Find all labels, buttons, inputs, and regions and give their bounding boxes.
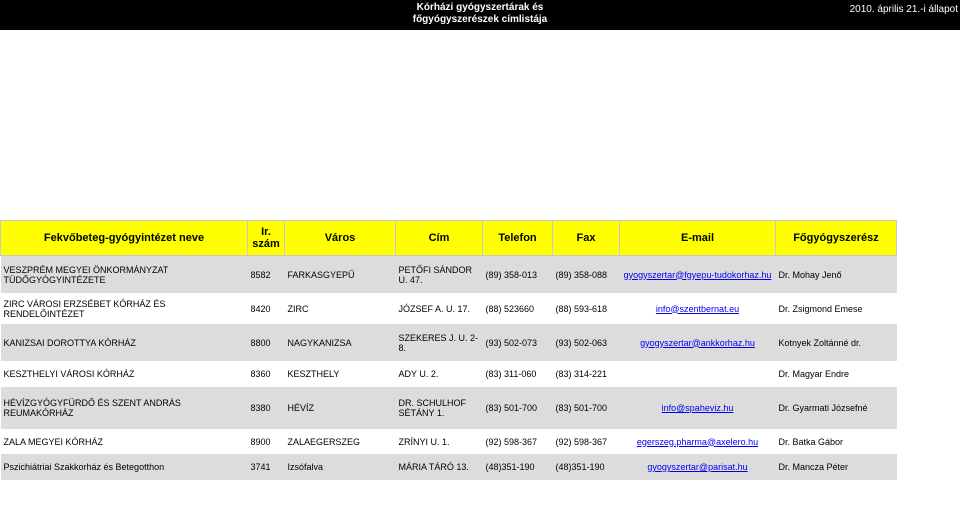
cell-email (620, 256, 776, 294)
cell-city: KESZTHELY (285, 361, 396, 387)
cell-zip: 8800 (248, 324, 285, 361)
email-link[interactable]: gyogyszertar@fgyepu-tudokorhaz.hu (623, 269, 772, 280)
column-header-phone: Telefon (483, 221, 553, 256)
cell-name: VESZPRÉM MEGYEI ÖNKORMÁNYZAT TÜDŐGYÓGYINTÉZETE (1, 256, 248, 294)
cell-fax: (93) 502-063 (553, 324, 620, 361)
email-link[interactable]: info@spaheviz.hu (661, 403, 734, 413)
cell-fax: (83) 314-221 (553, 361, 620, 387)
cell-fax: (48)351-190 (553, 454, 620, 480)
table-row (1, 387, 897, 429)
cell-name: ZIRC VÁROSI ERZSÉBET KÓRHÁZ ÉS RENDELŐINTÉZET (1, 293, 248, 324)
cell-zip: 8900 (248, 429, 285, 454)
cell-address: ADY U. 2. (396, 361, 483, 387)
cell-address: ZRÍNYI U. 1. (396, 429, 483, 454)
cell-city: FARKASGYEPŰ (285, 256, 396, 294)
cell-zip: 8380 (248, 387, 285, 429)
cell-fax: (83) 501-700 (553, 387, 620, 429)
email-link[interactable]: info@szentbernat.eu (655, 303, 740, 314)
cell-address: MÁRIA TÁRÓ 13. (396, 454, 483, 480)
header-bar (0, 0, 960, 30)
cell-city: Izsófalva (285, 454, 396, 480)
table-row (1, 361, 897, 387)
column-header-address: Cím (396, 221, 483, 256)
page-title-line1: Kórházi gyógyszertárak és (416, 2, 544, 13)
page-title-line2: főgyógyszerészek címlistája (412, 14, 548, 25)
cell-zip: 8360 (248, 361, 285, 387)
column-header-city: Város (285, 221, 396, 256)
cell-email (620, 387, 776, 429)
cell-name: KESZTHELYI VÁROSI KÓRHÁZ (1, 361, 248, 387)
cell-email (620, 293, 776, 324)
column-header-fax: Fax (553, 221, 620, 256)
cell-name: KANIZSAI DOROTTYA KÓRHÁZ (1, 324, 248, 361)
cell-phone: (92) 598-367 (483, 429, 553, 454)
cell-phone: (89) 358-013 (483, 256, 553, 294)
table-row (1, 324, 897, 361)
cell-name: ZALA MEGYEI KÓRHÁZ (1, 429, 248, 454)
cell-zip: 8582 (248, 256, 285, 294)
cell-email (620, 361, 776, 387)
cell-email (620, 324, 776, 361)
cell-name: Pszichiátriai Szakkorház és Betegotthon (1, 454, 248, 480)
cell-phone: (88) 523660 (483, 293, 553, 324)
column-header-zip: Ir. szám (248, 221, 285, 256)
cell-phone: (83) 311-060 (483, 361, 553, 387)
cell-phone: (93) 502-073 (483, 324, 553, 361)
cell-address: PETŐFI SÁNDOR U. 47. (396, 256, 483, 294)
status-date: 2010. április 21.-i állapot (849, 4, 958, 15)
cell-address: JÓZSEF A. U. 17. (396, 293, 483, 324)
cell-pharmacist: Dr. Mancza Péter (776, 454, 897, 480)
cell-pharmacist: Kotnyek Zoltánné dr. (776, 324, 897, 361)
cell-pharmacist: Dr. Gyarmati Józsefné (776, 387, 897, 429)
email-link[interactable]: gyogyszertar@parisat.hu (647, 462, 748, 472)
cell-address: DR. SCHULHOF SÉTÁNY 1. (396, 387, 483, 429)
column-header-name: Fekvőbeteg-gyógyintézet neve (1, 221, 248, 256)
pharmacy-table (0, 220, 897, 480)
table-header-row (1, 221, 897, 256)
cell-fax: (92) 598-367 (553, 429, 620, 454)
table-row (1, 454, 897, 480)
cell-phone: (83) 501-700 (483, 387, 553, 429)
cell-city: NAGYKANIZSA (285, 324, 396, 361)
cell-city: ZIRC (285, 293, 396, 324)
email-link[interactable]: gyogyszertar@ankkorhaz.hu (640, 337, 755, 348)
cell-city: HÉVÍZ (285, 387, 396, 429)
email-link[interactable]: egerszeg.pharma@axelero.hu (636, 436, 759, 447)
cell-email (620, 429, 776, 454)
cell-pharmacist: Dr. Mohay Jenő (776, 256, 897, 294)
cell-name: HÉVÍZGYÓGYFÜRDŐ ÉS SZENT ANDRÁS REUMAKÓRHÁZ (1, 387, 248, 429)
cell-email (620, 454, 776, 480)
table-row (1, 256, 897, 294)
cell-fax: (88) 593-618 (553, 293, 620, 324)
table-row (1, 429, 897, 454)
cell-pharmacist: Dr. Batka Gábor (776, 429, 897, 454)
cell-pharmacist: Dr. Zsigmond Emese (776, 293, 897, 324)
cell-address: SZEKERES J. U. 2-8. (396, 324, 483, 361)
table-row (1, 293, 897, 324)
cell-zip: 8420 (248, 293, 285, 324)
cell-city: ZALAEGERSZEG (285, 429, 396, 454)
column-header-email: E-mail (620, 221, 776, 256)
cell-zip: 3741 (248, 454, 285, 480)
cell-fax: (89) 358-088 (553, 256, 620, 294)
column-header-pharmacist: Főgyógyszerész (776, 221, 897, 256)
cell-phone: (48)351-190 (483, 454, 553, 480)
cell-pharmacist: Dr. Magyar Endre (776, 361, 897, 387)
